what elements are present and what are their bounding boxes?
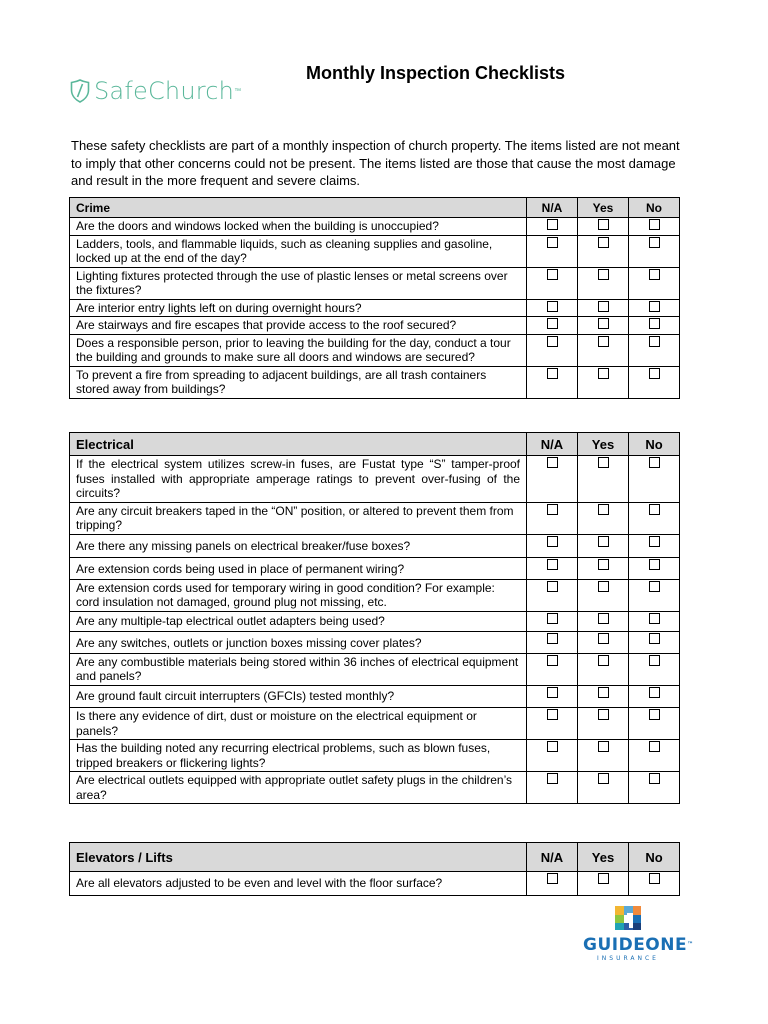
na-cell — [527, 772, 578, 804]
table-row — [70, 534, 680, 558]
table-header — [70, 433, 680, 456]
checkbox-icon[interactable] — [649, 237, 660, 248]
no-cell — [629, 218, 680, 236]
checkbox-icon[interactable] — [649, 269, 660, 280]
column-yes: Yes — [578, 198, 629, 218]
na-cell — [527, 218, 578, 236]
yes-cell — [578, 579, 629, 611]
na-cell — [527, 579, 578, 611]
yes-cell — [578, 299, 629, 317]
na-cell — [527, 653, 578, 685]
checkbox-icon[interactable] — [649, 368, 660, 379]
question-text: Are interior entry lights left on during overnight hours? — [70, 299, 527, 317]
na-cell — [527, 740, 578, 772]
no-cell — [629, 740, 680, 772]
table-row — [70, 872, 680, 896]
checkbox-icon[interactable] — [598, 536, 609, 547]
table-row — [70, 218, 680, 236]
checkbox-icon[interactable] — [598, 457, 609, 468]
question-text: Are ground fault circuit interrupters (GFCIs) tested monthly? — [70, 685, 527, 708]
checkbox-icon[interactable] — [598, 269, 609, 280]
checkbox-icon[interactable] — [547, 536, 558, 547]
question-text: Ladders, tools, and flammable liquids, such as cleaning supplies and gasoline, locked up at the end of the day? — [70, 235, 527, 267]
checkbox-icon[interactable] — [547, 237, 558, 248]
yes-cell — [578, 611, 629, 632]
no-cell — [629, 299, 680, 317]
checkbox-icon[interactable] — [547, 301, 558, 312]
table-row — [70, 708, 680, 740]
no-cell — [629, 334, 680, 366]
table-row — [70, 456, 680, 503]
na-cell — [527, 334, 578, 366]
guideone-logo — [583, 904, 694, 962]
na-cell — [527, 502, 578, 534]
no-cell — [629, 267, 680, 299]
no-cell — [629, 653, 680, 685]
na-cell — [527, 299, 578, 317]
checkbox-icon[interactable] — [649, 773, 660, 784]
checkbox-icon[interactable] — [547, 873, 558, 884]
yes-cell — [578, 317, 629, 335]
na-cell — [527, 872, 578, 896]
logo-trademark: ™ — [234, 87, 242, 95]
page-title: Monthly Inspection Checklists — [306, 63, 566, 83]
column-na: N/A — [527, 843, 578, 872]
checkbox-icon[interactable] — [649, 301, 660, 312]
na-cell — [527, 317, 578, 335]
question-text: Is there any evidence of dirt, dust or moisture on the electrical equipment or panels? — [70, 708, 527, 740]
checkbox-icon[interactable] — [598, 318, 609, 329]
na-cell — [527, 235, 578, 267]
no-cell — [629, 708, 680, 740]
no-cell — [629, 366, 680, 398]
na-cell — [527, 366, 578, 398]
checkbox-icon[interactable] — [598, 581, 609, 592]
question-text: Are any switches, outlets or junction boxes missing cover plates? — [70, 632, 527, 654]
table-row — [70, 235, 680, 267]
checkbox-icon[interactable] — [649, 873, 660, 884]
column-yes: Yes — [578, 433, 629, 456]
yes-cell — [578, 235, 629, 267]
guideone-trademark: ™ — [687, 941, 694, 948]
checkbox-icon[interactable] — [649, 581, 660, 592]
na-cell — [527, 558, 578, 580]
table-row — [70, 740, 680, 772]
checkbox-icon[interactable] — [649, 709, 660, 720]
table-row — [70, 558, 680, 580]
table-header — [70, 843, 680, 872]
checkbox-icon[interactable] — [649, 219, 660, 230]
question-text: Has the building noted any recurring electrical problems, such as blown fuses, tripped breakers or flickering lights? — [70, 740, 527, 772]
column-no: No — [629, 843, 680, 872]
no-cell — [629, 579, 680, 611]
yes-cell — [578, 334, 629, 366]
checkbox-icon[interactable] — [547, 559, 558, 570]
no-cell — [629, 632, 680, 654]
question-text: To prevent a fire from spreading to adjacent buildings, are all trash containers stored away from buildings? — [70, 366, 527, 398]
checkbox-icon[interactable] — [649, 336, 660, 347]
yes-cell — [578, 632, 629, 654]
checkbox-icon[interactable] — [649, 318, 660, 329]
checkbox-icon[interactable] — [547, 336, 558, 347]
checkbox-icon[interactable] — [649, 559, 660, 570]
guideone-wordmark: GUIDEONE — [583, 935, 688, 955]
guideone-subtitle: INSURANCE — [597, 955, 659, 962]
checkbox-icon[interactable] — [547, 457, 558, 468]
elevators-checklist — [69, 842, 680, 896]
checkbox-icon[interactable] — [649, 741, 660, 752]
question-text: Are all elevators adjusted to be even and level with the floor surface? — [70, 872, 527, 896]
question-text: Are extension cords used for temporary wiring in good condition? For example: cord insulation not damaged, ground plug not missing, etc. — [70, 579, 527, 611]
question-text: Are extension cords being used in place of permanent wiring? — [70, 558, 527, 580]
no-cell — [629, 872, 680, 896]
yes-cell — [578, 740, 629, 772]
yes-cell — [578, 685, 629, 708]
yes-cell — [578, 456, 629, 503]
column-no: No — [629, 198, 680, 218]
question-text: Are any circuit breakers taped in the “ON” position, or altered to prevent them from tripping? — [70, 502, 527, 534]
checkbox-icon[interactable] — [547, 504, 558, 515]
section-title: Electrical — [70, 433, 527, 456]
shield-check-icon — [69, 78, 91, 104]
yes-cell — [578, 218, 629, 236]
question-text: Lighting fixtures protected through the use of plastic lenses or metal screens over the fixtures? — [70, 267, 527, 299]
checkbox-icon[interactable] — [547, 709, 558, 720]
question-text: Are any multiple-tap electrical outlet adapters being used? — [70, 611, 527, 632]
checkbox-icon[interactable] — [598, 504, 609, 515]
table-row — [70, 299, 680, 317]
no-cell — [629, 235, 680, 267]
na-cell — [527, 534, 578, 558]
section-title: Elevators / Lifts — [70, 843, 527, 872]
checkbox-icon[interactable] — [547, 219, 558, 230]
checkbox-icon[interactable] — [598, 709, 609, 720]
checkbox-icon[interactable] — [598, 336, 609, 347]
table-row — [70, 366, 680, 398]
checkbox-icon[interactable] — [547, 773, 558, 784]
table-header — [70, 198, 680, 218]
table-row — [70, 334, 680, 366]
checkbox-icon[interactable] — [598, 219, 609, 230]
checkbox-icon[interactable] — [598, 237, 609, 248]
yes-cell — [578, 366, 629, 398]
checkbox-icon[interactable] — [598, 655, 609, 666]
checkbox-icon[interactable] — [649, 457, 660, 468]
yes-cell — [578, 502, 629, 534]
table-row — [70, 579, 680, 611]
yes-cell — [578, 267, 629, 299]
crime-checklist — [69, 197, 680, 399]
checkbox-icon[interactable] — [547, 687, 558, 698]
table-row — [70, 772, 680, 804]
table-row — [70, 632, 680, 654]
table-row — [70, 685, 680, 708]
table-row — [70, 317, 680, 335]
no-cell — [629, 772, 680, 804]
checkbox-icon[interactable] — [547, 655, 558, 666]
table-row — [70, 611, 680, 632]
checkbox-icon[interactable] — [547, 741, 558, 752]
na-cell — [527, 456, 578, 503]
checkbox-icon[interactable] — [547, 613, 558, 624]
table-row — [70, 502, 680, 534]
column-yes: Yes — [578, 843, 629, 872]
question-text: Are the doors and windows locked when the building is unoccupied? — [70, 218, 527, 236]
no-cell — [629, 534, 680, 558]
checkbox-icon[interactable] — [598, 773, 609, 784]
question-text: If the electrical system utilizes screw-in fuses, are Fustat type “S” tamper-proof fuses installed with appropriate amperage ratings to prevent over-fusing of the circuits? — [70, 456, 527, 503]
section-title: Crime — [70, 198, 527, 218]
checkbox-icon[interactable] — [598, 559, 609, 570]
checkbox-icon[interactable] — [598, 741, 609, 752]
question-text: Are there any missing panels on electrical breaker/fuse boxes? — [70, 534, 527, 558]
checkbox-icon[interactable] — [547, 318, 558, 329]
checkbox-icon[interactable] — [598, 873, 609, 884]
question-text: Are stairways and fire escapes that provide access to the roof secured? — [70, 317, 527, 335]
guideone-logo-icon — [613, 904, 643, 932]
no-cell — [629, 685, 680, 708]
checkbox-icon[interactable] — [598, 687, 609, 698]
yes-cell — [578, 708, 629, 740]
checkbox-icon[interactable] — [547, 368, 558, 379]
no-cell — [629, 317, 680, 335]
na-cell — [527, 611, 578, 632]
na-cell — [527, 632, 578, 654]
na-cell — [527, 708, 578, 740]
checkbox-icon[interactable] — [598, 633, 609, 644]
logo-text: SafeChurch — [94, 77, 235, 105]
question-text: Does a responsible person, prior to leaving the building for the day, conduct a tour the building and grounds to make sure all doors and windows are secured? — [70, 334, 527, 366]
checkbox-icon[interactable] — [649, 613, 660, 624]
yes-cell — [578, 558, 629, 580]
column-no: No — [629, 433, 680, 456]
checkbox-icon[interactable] — [598, 301, 609, 312]
checkbox-icon[interactable] — [649, 504, 660, 515]
no-cell — [629, 611, 680, 632]
column-na: N/A — [527, 433, 578, 456]
checkbox-icon[interactable] — [649, 536, 660, 547]
na-cell — [527, 685, 578, 708]
checkbox-icon[interactable] — [649, 687, 660, 698]
na-cell — [527, 267, 578, 299]
checkbox-icon[interactable] — [547, 633, 558, 644]
safechurch-logo — [69, 76, 241, 106]
yes-cell — [578, 772, 629, 804]
electrical-checklist — [69, 432, 680, 804]
column-na: N/A — [527, 198, 578, 218]
table-row — [70, 267, 680, 299]
question-text: Are any combustible materials being stored within 36 inches of electrical equipment and panels? — [70, 653, 527, 685]
question-text: Are electrical outlets equipped with appropriate outlet safety plugs in the children’s area? — [70, 772, 527, 804]
no-cell — [629, 502, 680, 534]
yes-cell — [578, 872, 629, 896]
no-cell — [629, 558, 680, 580]
checkbox-icon[interactable] — [547, 581, 558, 592]
checkbox-icon[interactable] — [598, 613, 609, 624]
table-row — [70, 653, 680, 685]
checkbox-icon[interactable] — [547, 269, 558, 280]
no-cell — [629, 456, 680, 503]
checkbox-icon[interactable] — [649, 655, 660, 666]
checkbox-icon[interactable] — [649, 633, 660, 644]
yes-cell — [578, 653, 629, 685]
intro-paragraph: These safety checklists are part of a monthly inspection of church property. The items listed are not meant to imply that other concerns could not be present. The items listed are those that cause the most damage and result in the more frequent and severe claims. — [71, 138, 680, 188]
yes-cell — [578, 534, 629, 558]
checkbox-icon[interactable] — [598, 368, 609, 379]
